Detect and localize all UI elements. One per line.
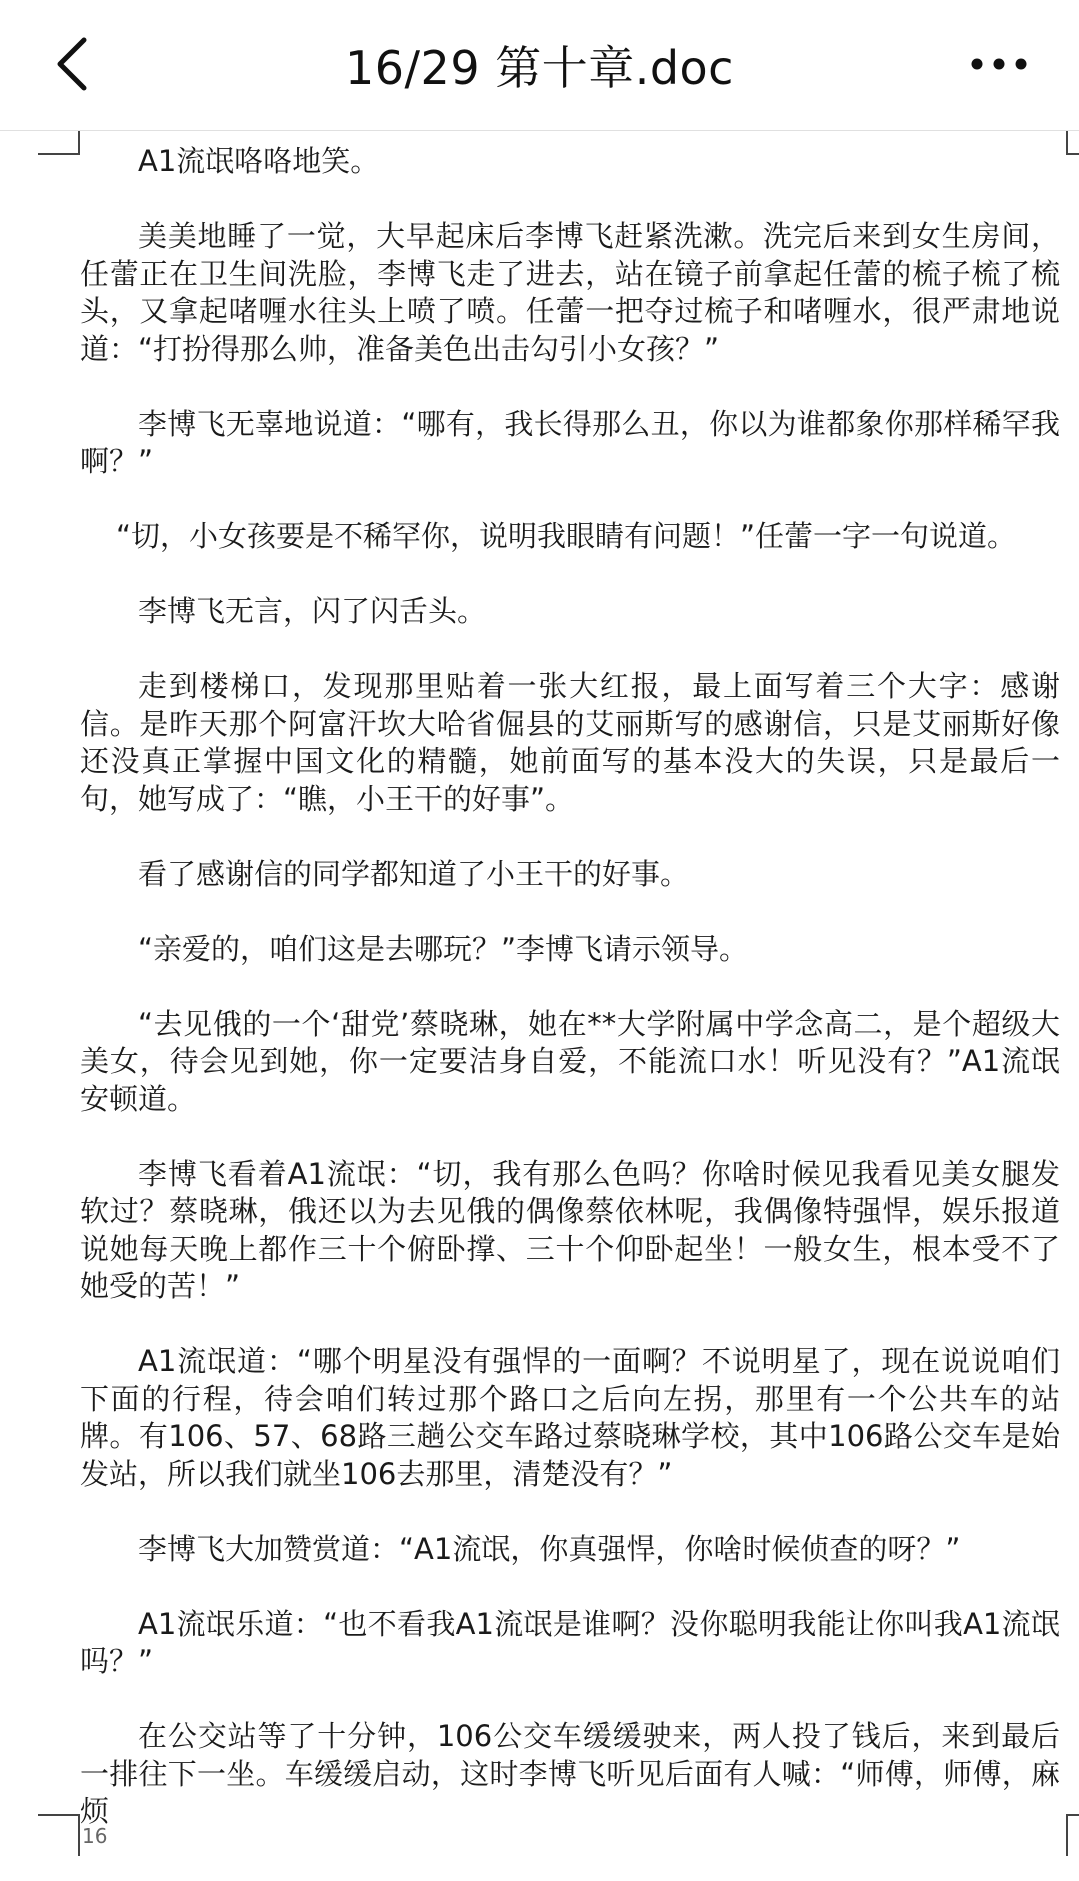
page-corner-mark: [1066, 1814, 1079, 1856]
paragraph: “去见俄的一个‘甜党’蔡晓琳，她在**大学附属中学念高二，是个超级大美女，待会见到她，你一定要洁身自爱，不能流口水！听见没有？”A1流氓安顿道。: [80, 1006, 1060, 1116]
more-options-button[interactable]: [959, 28, 1039, 100]
page-corner-mark: [1066, 131, 1079, 155]
page-number: 16: [82, 1824, 108, 1848]
paragraph: A1流氓乐道：“也不看我A1流氓是谁啊？没你聪明我能让你叫我A1流氓吗？”: [80, 1606, 1060, 1678]
paragraph: 李博飞无言，闪了闪舌头。: [138, 594, 487, 628]
paragraph: “亲爱的，咱们这是去哪玩？”李博飞请示领导。: [138, 931, 749, 966]
paragraph: “切，小女孩要是不稀罕你，说明我眼睛有问题！”任蕾一字一句说道。: [116, 519, 1017, 553]
paragraph: A1流氓咯咯地笑。: [138, 144, 380, 178]
paragraph: 走到楼梯口，发现那里贴着一张大红报，最上面写着三个大字：感谢信。是昨天那个阿富汗坎大哈省倔县的艾丽斯写的感谢信，只是艾丽斯好像还没真正掌握中国文化的精髓，她前面写的基本没大的失误，只是最后一句，她写成了：“瞧，小王干的好事”。: [80, 669, 1060, 816]
chevron-left-icon: [52, 36, 92, 92]
document-page[interactable]: [0, 131, 1079, 1881]
more-horizontal-icon: [969, 57, 1029, 71]
page-corner-mark: [38, 1814, 80, 1856]
back-button[interactable]: [36, 28, 108, 100]
paragraph: 在公交站等了十分钟，106公交车缓缓驶来，两人投了钱后，来到最后一排往下一坐。车缓缓启动，这时李博飞听见后面有人喊：“师傅，师傅，麻烦: [80, 1719, 1060, 1828]
paragraph: 李博飞大加赞赏道：“A1流氓，你真强悍，你啥时候侦查的呀？”: [138, 1531, 961, 1566]
document-body: [80, 143, 1060, 1868]
paragraph: 看了感谢信的同学都知道了小王干的好事。: [138, 856, 690, 891]
paragraph: A1流氓道：“哪个明星没有强悍的一面啊？不说明星了，现在说说咱们下面的行程，待会咱们转过那个路口之后向左拐，那里有一个公共车的站牌。有106、57、68路三趟公交车路过蔡晓琳学校，其中106路公交车是始发站，所以我们就坐106去那里，清楚没有？”: [80, 1344, 1060, 1491]
paragraph: 美美地睡了一觉，大早起床后李博飞赶紧洗漱。洗完后来到女生房间，任蕾正在卫生间洗脸，李博飞走了进去，站在镜子前拿起任蕾的梳子梳了梳头，又拿起啫喱水往头上喷了喷。任蕾一把夺过梳子和啫喱水，很严肃地说道：“打扮得那么帅，准备美色出击勾引小女孩？”: [80, 219, 1060, 366]
paragraph: 李博飞无辜地说道：“哪有，我长得那么丑，你以为谁都象你那样稀罕我啊？”: [80, 406, 1060, 478]
top-navigation-bar: [0, 0, 1079, 131]
paragraph: 李博飞看着A1流氓：“切，我有那么色吗？你啥时候见我看见美女腿发软过？蔡晓琳，俄还以为去见俄的偶像蔡依林呢，我偶像特强悍，娱乐报道说她每天晚上都作三十个俯卧撑、三十个仰卧起坐！一般女生，根本受不了她受的苦！”: [80, 1156, 1060, 1303]
page-corner-mark: [38, 131, 80, 155]
document-title: 16/29 第十章.doc: [345, 41, 734, 95]
